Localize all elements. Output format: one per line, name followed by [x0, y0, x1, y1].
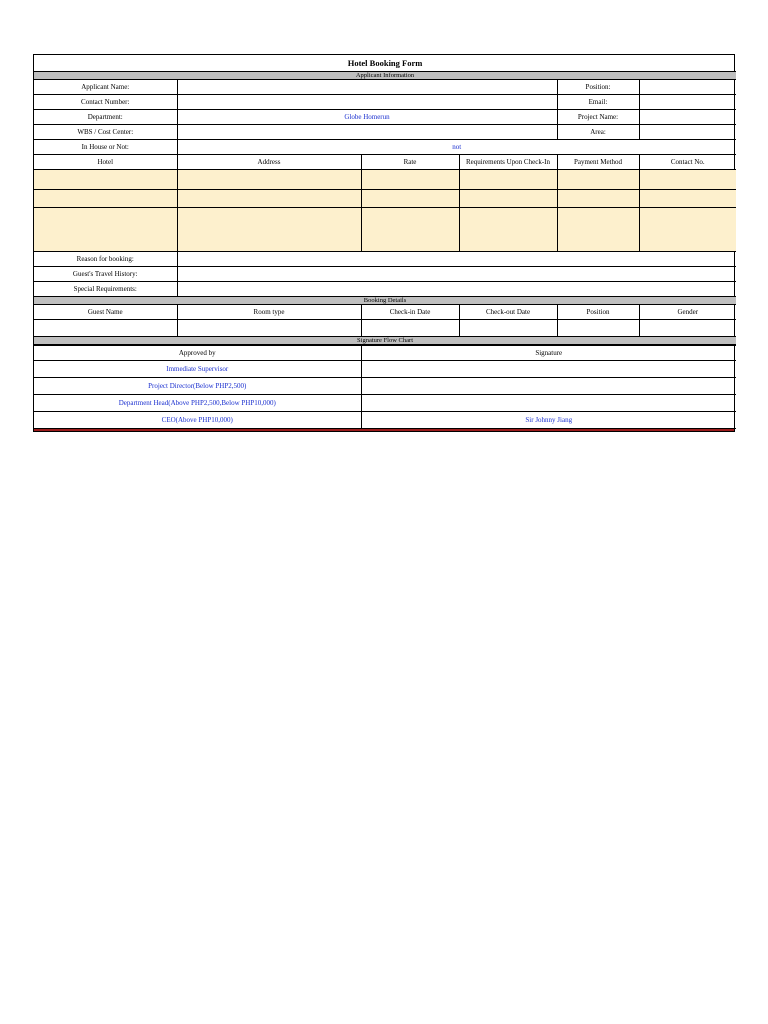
requirements-cell[interactable] — [459, 170, 557, 190]
position-column-header: Position — [557, 305, 639, 320]
check-in-column-header: Check-in Date — [361, 305, 459, 320]
applicant-name-label: Applicant Name: — [34, 80, 177, 95]
position-cell[interactable] — [557, 320, 639, 337]
form-table — [34, 55, 736, 345]
position-field[interactable] — [639, 80, 736, 95]
check-in-cell[interactable] — [361, 320, 459, 337]
gender-column-header: Gender — [639, 305, 736, 320]
address-cell[interactable] — [177, 208, 361, 252]
payment-method-cell[interactable] — [557, 190, 639, 208]
department-label: Department: — [34, 110, 177, 125]
signature-field[interactable] — [361, 378, 736, 395]
hotel-cell[interactable] — [34, 170, 177, 190]
approver-immediate-supervisor: Immediate Supervisor — [34, 361, 361, 378]
check-out-cell[interactable] — [459, 320, 557, 337]
hotel-cell[interactable] — [34, 208, 177, 252]
room-type-cell[interactable] — [177, 320, 361, 337]
hotel-booking-form — [33, 54, 735, 432]
requirements-cell[interactable] — [459, 190, 557, 208]
hotel-cell[interactable] — [34, 190, 177, 208]
project-name-field[interactable] — [639, 110, 736, 125]
travel-history-label: Guest's Travel History: — [34, 267, 177, 282]
section-booking-details: Booking Details — [34, 297, 736, 305]
email-label: Email: — [557, 95, 639, 110]
travel-history-field[interactable] — [177, 267, 736, 282]
contact-no-column-header: Contact No. — [639, 155, 736, 170]
guest-name-column-header: Guest Name — [34, 305, 177, 320]
applicant-name-field[interactable] — [177, 80, 557, 95]
approver-project-director: Project Director(Below PHP2,500) — [34, 378, 361, 395]
address-column-header: Address — [177, 155, 361, 170]
section-signature-flow-chart: Signature Flow Chart — [34, 337, 736, 345]
approved-by-header: Approved by — [34, 346, 361, 361]
rate-cell[interactable] — [361, 170, 459, 190]
signature-table — [34, 345, 736, 429]
rate-column-header: Rate — [361, 155, 459, 170]
area-field[interactable] — [639, 125, 736, 140]
rate-cell[interactable] — [361, 190, 459, 208]
wbs-cost-center-field[interactable] — [177, 125, 557, 140]
reason-for-booking-label: Reason for booking: — [34, 252, 177, 267]
email-field[interactable] — [639, 95, 736, 110]
in-house-field[interactable]: not — [177, 140, 736, 155]
wbs-cost-center-label: WBS / Cost Center: — [34, 125, 177, 140]
check-out-column-header: Check-out Date — [459, 305, 557, 320]
requirements-cell[interactable] — [459, 208, 557, 252]
approver-department-head: Department Head(Above PHP2,500,Below PHP10,000) — [34, 395, 361, 412]
address-cell[interactable] — [177, 190, 361, 208]
special-requirements-field[interactable] — [177, 282, 736, 297]
contact-no-cell[interactable] — [639, 208, 736, 252]
gender-cell[interactable] — [639, 320, 736, 337]
reason-for-booking-field[interactable] — [177, 252, 736, 267]
approver-ceo: CEO(Above PHP10,000) — [34, 412, 361, 429]
payment-method-column-header: Payment Method — [557, 155, 639, 170]
guest-name-cell[interactable] — [34, 320, 177, 337]
signature-field[interactable] — [361, 395, 736, 412]
signature-field[interactable]: Sir Johnny Jiang — [361, 412, 736, 429]
signature-field[interactable] — [361, 361, 736, 378]
payment-method-cell[interactable] — [557, 208, 639, 252]
contact-no-cell[interactable] — [639, 190, 736, 208]
position-label: Position: — [557, 80, 639, 95]
area-label: Area: — [557, 125, 639, 140]
project-name-label: Project Name: — [557, 110, 639, 125]
hotel-column-header: Hotel — [34, 155, 177, 170]
special-requirements-label: Special Requirements: — [34, 282, 177, 297]
department-field[interactable]: Globe Homerun — [177, 110, 557, 125]
payment-method-cell[interactable] — [557, 170, 639, 190]
requirements-column-header: Requirements Upon Check-In — [459, 155, 557, 170]
contact-number-field[interactable] — [177, 95, 557, 110]
in-house-label: In House or Not: — [34, 140, 177, 155]
signature-header: Signature — [361, 346, 736, 361]
section-applicant-information: Applicant Information — [34, 72, 736, 80]
room-type-column-header: Room type — [177, 305, 361, 320]
form-title: Hotel Booking Form — [34, 55, 736, 72]
address-cell[interactable] — [177, 170, 361, 190]
contact-no-cell[interactable] — [639, 170, 736, 190]
contact-number-label: Contact Number: — [34, 95, 177, 110]
rate-cell[interactable] — [361, 208, 459, 252]
